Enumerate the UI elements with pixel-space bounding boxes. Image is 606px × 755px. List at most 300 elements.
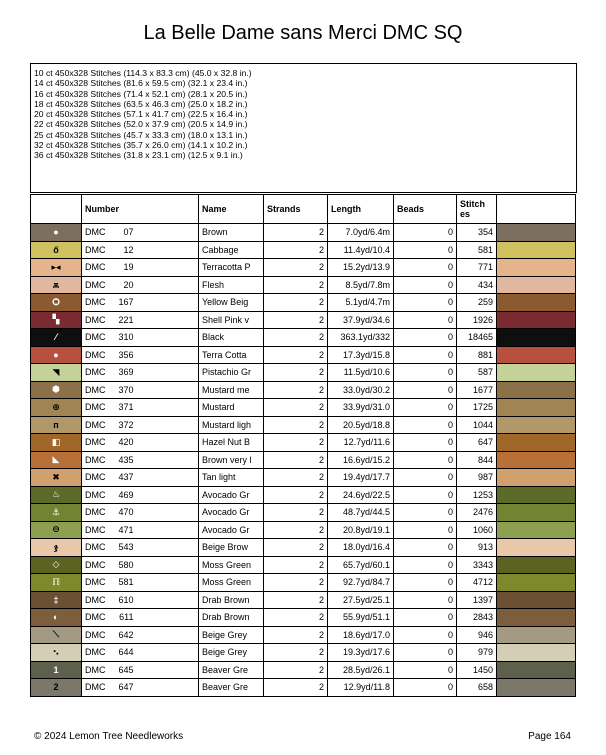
table-row <box>31 399 576 417</box>
floss-name: Black <box>199 329 264 347</box>
stitches-cell: 1044 <box>457 416 497 434</box>
floss-brand: DMC <box>85 332 106 343</box>
length-cell: 5.1yd/4.7m <box>328 294 394 312</box>
color-swatch <box>497 539 576 557</box>
floss-number-cell <box>82 679 199 697</box>
floss-brand: DMC <box>85 629 106 640</box>
floss-code: 370 <box>118 384 134 395</box>
color-swatch <box>497 679 576 697</box>
floss-name: Mustard me <box>199 381 264 399</box>
floss-number-cell <box>82 556 199 574</box>
stitches-cell: 1677 <box>457 381 497 399</box>
header-stitches: Stitch es <box>457 195 497 224</box>
floss-name: Brown <box>199 224 264 242</box>
table-row <box>31 224 576 242</box>
length-cell: 18.6yd/17.0 <box>328 626 394 644</box>
table-row <box>31 661 576 679</box>
color-swatch <box>497 574 576 592</box>
floss-name: Shell Pink v <box>199 311 264 329</box>
beads-cell: 0 <box>394 504 457 522</box>
floss-number-cell <box>82 609 199 627</box>
symbol-cell: ▸◂ <box>31 259 82 277</box>
stitches-cell: 3343 <box>457 556 497 574</box>
stitches-cell: 946 <box>457 626 497 644</box>
floss-number-cell <box>82 451 199 469</box>
stitches-cell: 1253 <box>457 486 497 504</box>
symbol-cell: ⠢ <box>31 644 82 662</box>
floss-name: Avocado Gr <box>199 486 264 504</box>
color-swatch <box>497 329 576 347</box>
color-swatch <box>497 381 576 399</box>
color-swatch <box>497 364 576 382</box>
beads-cell: 0 <box>394 486 457 504</box>
table-row <box>31 294 576 312</box>
symbol-cell: ⁄ <box>31 329 82 347</box>
length-cell: 363.1yd/332 <box>328 329 394 347</box>
floss-number-cell <box>82 591 199 609</box>
header-length: Length <box>328 195 394 224</box>
color-swatch <box>497 591 576 609</box>
symbol-cell: ⟍ <box>31 626 82 644</box>
floss-code: 435 <box>118 454 134 465</box>
floss-code: 310 <box>118 332 134 343</box>
floss-name: Beige Brow <box>199 539 264 557</box>
stitches-cell: 4712 <box>457 574 497 592</box>
floss-number-cell <box>82 346 199 364</box>
floss-name: Avocado Gr <box>199 504 264 522</box>
table-header-row <box>31 195 576 224</box>
table-row <box>31 486 576 504</box>
stitches-cell: 2476 <box>457 504 497 522</box>
floss-brand: DMC <box>85 384 106 395</box>
stitches-cell: 1926 <box>457 311 497 329</box>
floss-brand: DMC <box>85 559 106 570</box>
length-cell: 17.3yd/15.8 <box>328 346 394 364</box>
floss-brand: DMC <box>85 349 106 360</box>
beads-cell: 0 <box>394 416 457 434</box>
color-swatch <box>497 451 576 469</box>
color-swatch <box>497 294 576 312</box>
symbol-cell: ⊕ <box>31 399 82 417</box>
strands-cell: 2 <box>264 626 328 644</box>
header-symbol <box>31 195 82 224</box>
table-row <box>31 591 576 609</box>
floss-name: Moss Green <box>199 574 264 592</box>
length-cell: 65.7yd/60.1 <box>328 556 394 574</box>
fabric-size-line: 10 ct 450x328 Stitches (114.3 x 83.3 cm) (45.0 x 32.8 in.) <box>34 68 252 78</box>
symbol-cell: ◐ <box>31 609 82 627</box>
strands-cell: 2 <box>264 364 328 382</box>
symbol-cell: ѫ <box>31 276 82 294</box>
table-row <box>31 259 576 277</box>
table-row <box>31 381 576 399</box>
fabric-size-line: 32 ct 450x328 Stitches (35.7 x 26.0 cm) (14.1 x 10.2 in.) <box>34 140 248 151</box>
symbol-cell: ◣ <box>31 451 82 469</box>
floss-number-cell <box>82 574 199 592</box>
floss-code: 645 <box>118 664 134 675</box>
floss-code: 469 <box>118 489 134 500</box>
floss-code: 642 <box>118 629 134 640</box>
beads-cell: 0 <box>394 294 457 312</box>
beads-cell: 0 <box>394 399 457 417</box>
strands-cell: 2 <box>264 294 328 312</box>
color-swatch <box>497 311 576 329</box>
floss-name: Avocado Gr <box>199 521 264 539</box>
floss-code: 644 <box>118 647 134 658</box>
floss-number-cell <box>82 381 199 399</box>
length-cell: 24.6yd/22.5 <box>328 486 394 504</box>
symbol-cell: ‡ <box>31 591 82 609</box>
stitches-cell: 1397 <box>457 591 497 609</box>
symbol-cell: ⊖ <box>31 521 82 539</box>
strands-cell: 2 <box>264 224 328 242</box>
fabric-size-line: 14 ct 450x328 Stitches (81.6 x 59.5 cm) (32.1 x 23.4 in.) <box>34 78 248 89</box>
floss-name: Mustard <box>199 399 264 417</box>
floss-brand: DMC <box>85 437 106 448</box>
color-swatch <box>497 241 576 259</box>
color-swatch <box>497 399 576 417</box>
color-swatch <box>497 644 576 662</box>
symbol-cell: ő <box>31 241 82 259</box>
floss-brand: DMC <box>85 612 106 623</box>
beads-cell: 0 <box>394 469 457 487</box>
strands-cell: 2 <box>264 434 328 452</box>
table-row <box>31 626 576 644</box>
symbol-cell: ● <box>31 346 82 364</box>
floss-code: 372 <box>118 419 134 430</box>
floss-number-cell <box>82 521 199 539</box>
table-row <box>31 346 576 364</box>
strands-cell: 2 <box>264 329 328 347</box>
color-swatch <box>497 276 576 294</box>
length-cell: 92.7yd/84.7 <box>328 574 394 592</box>
floss-number-cell <box>82 469 199 487</box>
symbol-cell: ⚓ <box>31 504 82 522</box>
length-cell: 12.9yd/11.8 <box>328 679 394 697</box>
stitches-cell: 1725 <box>457 399 497 417</box>
strands-cell: 2 <box>264 276 328 294</box>
stitches-cell: 587 <box>457 364 497 382</box>
floss-brand: DMC <box>85 314 106 325</box>
floss-name: Drab Brown <box>199 609 264 627</box>
beads-cell: 0 <box>394 661 457 679</box>
color-swatch <box>497 504 576 522</box>
table-row <box>31 556 576 574</box>
header-name: Name <box>199 195 264 224</box>
length-cell: 11.5yd/10.6 <box>328 364 394 382</box>
floss-code: 543 <box>118 542 134 553</box>
strands-cell: 2 <box>264 311 328 329</box>
floss-number-cell <box>82 259 199 277</box>
floss-code: 647 <box>118 682 134 693</box>
table-row <box>31 644 576 662</box>
floss-code: 471 <box>118 524 134 535</box>
beads-cell: 0 <box>394 224 457 242</box>
fabric-size-line: 25 ct 450x328 Stitches (45.7 x 33.3 cm) (18.0 x 13.1 in.) <box>34 129 248 140</box>
beads-cell: 0 <box>394 346 457 364</box>
color-swatch <box>497 626 576 644</box>
strands-cell: 2 <box>264 486 328 504</box>
floss-number-cell <box>82 241 199 259</box>
floss-brand: DMC <box>85 227 106 238</box>
strands-cell: 2 <box>264 661 328 679</box>
floss-brand: DMC <box>85 279 106 290</box>
strands-cell: 2 <box>264 504 328 522</box>
strands-cell: 2 <box>264 451 328 469</box>
floss-number-cell <box>82 504 199 522</box>
floss-brand: DMC <box>85 454 106 465</box>
floss-code: 12 <box>123 244 134 255</box>
table-row <box>31 364 576 382</box>
stitches-cell: 647 <box>457 434 497 452</box>
floss-code: 580 <box>118 559 134 570</box>
fabric-size-line: 18 ct 450x328 Stitches (63.5 x 46.3 cm) (25.0 x 18.2 in.) <box>34 98 248 109</box>
length-cell: 33.0yd/30.2 <box>328 381 394 399</box>
length-cell: 37.9yd/34.6 <box>328 311 394 329</box>
floss-name: Beige Grey <box>199 644 264 662</box>
stitches-cell: 354 <box>457 224 497 242</box>
strands-cell: 2 <box>264 644 328 662</box>
floss-code: 610 <box>118 594 134 605</box>
table-row <box>31 469 576 487</box>
stitches-cell: 2843 <box>457 609 497 627</box>
length-cell: 7.0yd/6.4m <box>328 224 394 242</box>
floss-name: Pistachio Gr <box>199 364 264 382</box>
fabric-size-line: 20 ct 450x328 Stitches (57.1 x 41.7 cm) (22.5 x 16.4 in.) <box>34 109 248 120</box>
strands-cell: 2 <box>264 416 328 434</box>
color-swatch <box>497 609 576 627</box>
table-row <box>31 504 576 522</box>
table-row <box>31 434 576 452</box>
strands-cell: 2 <box>264 574 328 592</box>
table-row <box>31 329 576 347</box>
floss-number-cell <box>82 364 199 382</box>
strands-cell: 2 <box>264 539 328 557</box>
symbol-cell: Ѻ <box>31 294 82 312</box>
floss-name: Flesh <box>199 276 264 294</box>
floss-brand: DMC <box>85 542 106 553</box>
symbol-cell: ◥ <box>31 364 82 382</box>
beads-cell: 0 <box>394 591 457 609</box>
symbol-cell: 1 <box>31 661 82 679</box>
symbol-cell: ▚ <box>31 311 82 329</box>
floss-code: 356 <box>118 349 134 360</box>
floss-name: Cabbage <box>199 241 264 259</box>
table-row <box>31 276 576 294</box>
floss-name: Drab Brown <box>199 591 264 609</box>
floss-name: Terracotta P <box>199 259 264 277</box>
strands-cell: 2 <box>264 609 328 627</box>
floss-code: 19 <box>123 262 134 273</box>
beads-cell: 0 <box>394 556 457 574</box>
floss-number-cell <box>82 486 199 504</box>
table-row <box>31 416 576 434</box>
length-cell: 11.4yd/10.4 <box>328 241 394 259</box>
symbol-cell: ✖ <box>31 469 82 487</box>
color-swatch <box>497 469 576 487</box>
beads-cell: 0 <box>394 521 457 539</box>
floss-brand: DMC <box>85 507 106 518</box>
beads-cell: 0 <box>394 574 457 592</box>
stitches-cell: 913 <box>457 539 497 557</box>
symbol-cell: ჯ <box>31 539 82 557</box>
color-swatch <box>497 434 576 452</box>
color-swatch <box>497 521 576 539</box>
floss-code: 470 <box>118 507 134 518</box>
table-row <box>31 311 576 329</box>
beads-cell: 0 <box>394 609 457 627</box>
floss-brand: DMC <box>85 262 106 273</box>
beads-cell: 0 <box>394 311 457 329</box>
symbol-cell: ◧ <box>31 434 82 452</box>
table-row <box>31 574 576 592</box>
strands-cell: 2 <box>264 591 328 609</box>
floss-code: 581 <box>118 577 134 588</box>
stitches-cell: 1060 <box>457 521 497 539</box>
floss-brand: DMC <box>85 472 106 483</box>
stitches-cell: 844 <box>457 451 497 469</box>
strands-cell: 2 <box>264 259 328 277</box>
length-cell: 28.5yd/26.1 <box>328 661 394 679</box>
header-beads: Beads <box>394 195 457 224</box>
floss-number-cell <box>82 399 199 417</box>
footer-copyright: © 2024 Lemon Tree Needleworks <box>34 731 184 742</box>
floss-brand: DMC <box>85 664 106 675</box>
floss-brand: DMC <box>85 594 106 605</box>
length-cell: 16.6yd/15.2 <box>328 451 394 469</box>
stitches-cell: 771 <box>457 259 497 277</box>
floss-number-cell <box>82 329 199 347</box>
floss-name: Hazel Nut B <box>199 434 264 452</box>
header-swatch <box>497 195 576 224</box>
table-row <box>31 679 576 697</box>
length-cell: 33.9yd/31.0 <box>328 399 394 417</box>
floss-number-cell <box>82 661 199 679</box>
stitches-cell: 881 <box>457 346 497 364</box>
strands-cell: 2 <box>264 556 328 574</box>
length-cell: 8.5yd/7.8m <box>328 276 394 294</box>
floss-name: Beige Grey <box>199 626 264 644</box>
floss-brand: DMC <box>85 244 106 255</box>
beads-cell: 0 <box>394 679 457 697</box>
stitches-cell: 259 <box>457 294 497 312</box>
strands-cell: 2 <box>264 346 328 364</box>
symbol-cell: ⬢ <box>31 381 82 399</box>
length-cell: 20.8yd/19.1 <box>328 521 394 539</box>
length-cell: 19.3yd/17.6 <box>328 644 394 662</box>
table-row <box>31 609 576 627</box>
strands-cell: 2 <box>264 679 328 697</box>
stitches-cell: 658 <box>457 679 497 697</box>
fabric-sizes-box <box>30 63 577 193</box>
strands-cell: 2 <box>264 469 328 487</box>
beads-cell: 0 <box>394 451 457 469</box>
floss-brand: DMC <box>85 577 106 588</box>
color-swatch <box>497 661 576 679</box>
floss-code: 420 <box>118 437 134 448</box>
floss-number-cell <box>82 416 199 434</box>
page-title: La Belle Dame sans Merci DMC SQ <box>143 22 463 44</box>
floss-brand: DMC <box>85 489 106 500</box>
strands-cell: 2 <box>264 521 328 539</box>
floss-code: 07 <box>123 227 134 238</box>
floss-number-cell <box>82 539 199 557</box>
length-cell: 19.4yd/17.7 <box>328 469 394 487</box>
floss-code: 20 <box>123 279 134 290</box>
floss-brand: DMC <box>85 682 106 693</box>
floss-brand: DMC <box>85 419 106 430</box>
color-swatch <box>497 416 576 434</box>
floss-number-cell <box>82 294 199 312</box>
floss-table <box>30 194 576 697</box>
footer-page-number: Page 164 <box>528 731 571 742</box>
floss-number-cell <box>82 311 199 329</box>
symbol-cell: 2 <box>31 679 82 697</box>
beads-cell: 0 <box>394 626 457 644</box>
symbol-cell: ᴨ <box>31 416 82 434</box>
stitches-cell: 18465 <box>457 329 497 347</box>
floss-name: Terra Cotta <box>199 346 264 364</box>
floss-name: Beaver Gre <box>199 679 264 697</box>
beads-cell: 0 <box>394 381 457 399</box>
floss-code: 221 <box>118 314 134 325</box>
strands-cell: 2 <box>264 241 328 259</box>
table-row <box>31 539 576 557</box>
fabric-size-line: 16 ct 450x328 Stitches (71.4 x 52.1 cm) (28.1 x 20.5 in.) <box>34 88 248 99</box>
length-cell: 20.5yd/18.8 <box>328 416 394 434</box>
color-swatch <box>497 259 576 277</box>
beads-cell: 0 <box>394 539 457 557</box>
length-cell: 55.9yd/51.1 <box>328 609 394 627</box>
floss-code: 437 <box>118 472 134 483</box>
color-swatch <box>497 224 576 242</box>
floss-name: Brown very l <box>199 451 264 469</box>
strands-cell: 2 <box>264 381 328 399</box>
floss-name: Mustard ligh <box>199 416 264 434</box>
length-cell: 18.0yd/16.4 <box>328 539 394 557</box>
beads-cell: 0 <box>394 276 457 294</box>
floss-name: Yellow Beig <box>199 294 264 312</box>
color-swatch <box>497 486 576 504</box>
floss-code: 167 <box>118 297 134 308</box>
header-number: Number <box>82 195 199 224</box>
beads-cell: 0 <box>394 434 457 452</box>
symbol-cell: ● <box>31 224 82 242</box>
beads-cell: 0 <box>394 364 457 382</box>
header-strands: Strands <box>264 195 328 224</box>
floss-number-cell <box>82 644 199 662</box>
floss-number-cell <box>82 626 199 644</box>
floss-name: Tan light <box>199 469 264 487</box>
floss-number-cell <box>82 224 199 242</box>
stitches-cell: 581 <box>457 241 497 259</box>
length-cell: 15.2yd/13.9 <box>328 259 394 277</box>
floss-code: 611 <box>119 612 134 623</box>
beads-cell: 0 <box>394 241 457 259</box>
length-cell: 27.5yd/25.1 <box>328 591 394 609</box>
floss-code: 369 <box>118 367 134 378</box>
strands-cell: 2 <box>264 399 328 417</box>
floss-brand: DMC <box>85 402 106 413</box>
fabric-size-line: 36 ct 450x328 Stitches (31.8 x 23.1 cm) (12.5 x 9.1 in.) <box>34 150 243 161</box>
floss-brand: DMC <box>85 524 106 535</box>
stitches-cell: 987 <box>457 469 497 487</box>
length-cell: 48.7yd/44.5 <box>328 504 394 522</box>
floss-brand: DMC <box>85 297 106 308</box>
floss-number-cell <box>82 434 199 452</box>
beads-cell: 0 <box>394 259 457 277</box>
table-row <box>31 451 576 469</box>
